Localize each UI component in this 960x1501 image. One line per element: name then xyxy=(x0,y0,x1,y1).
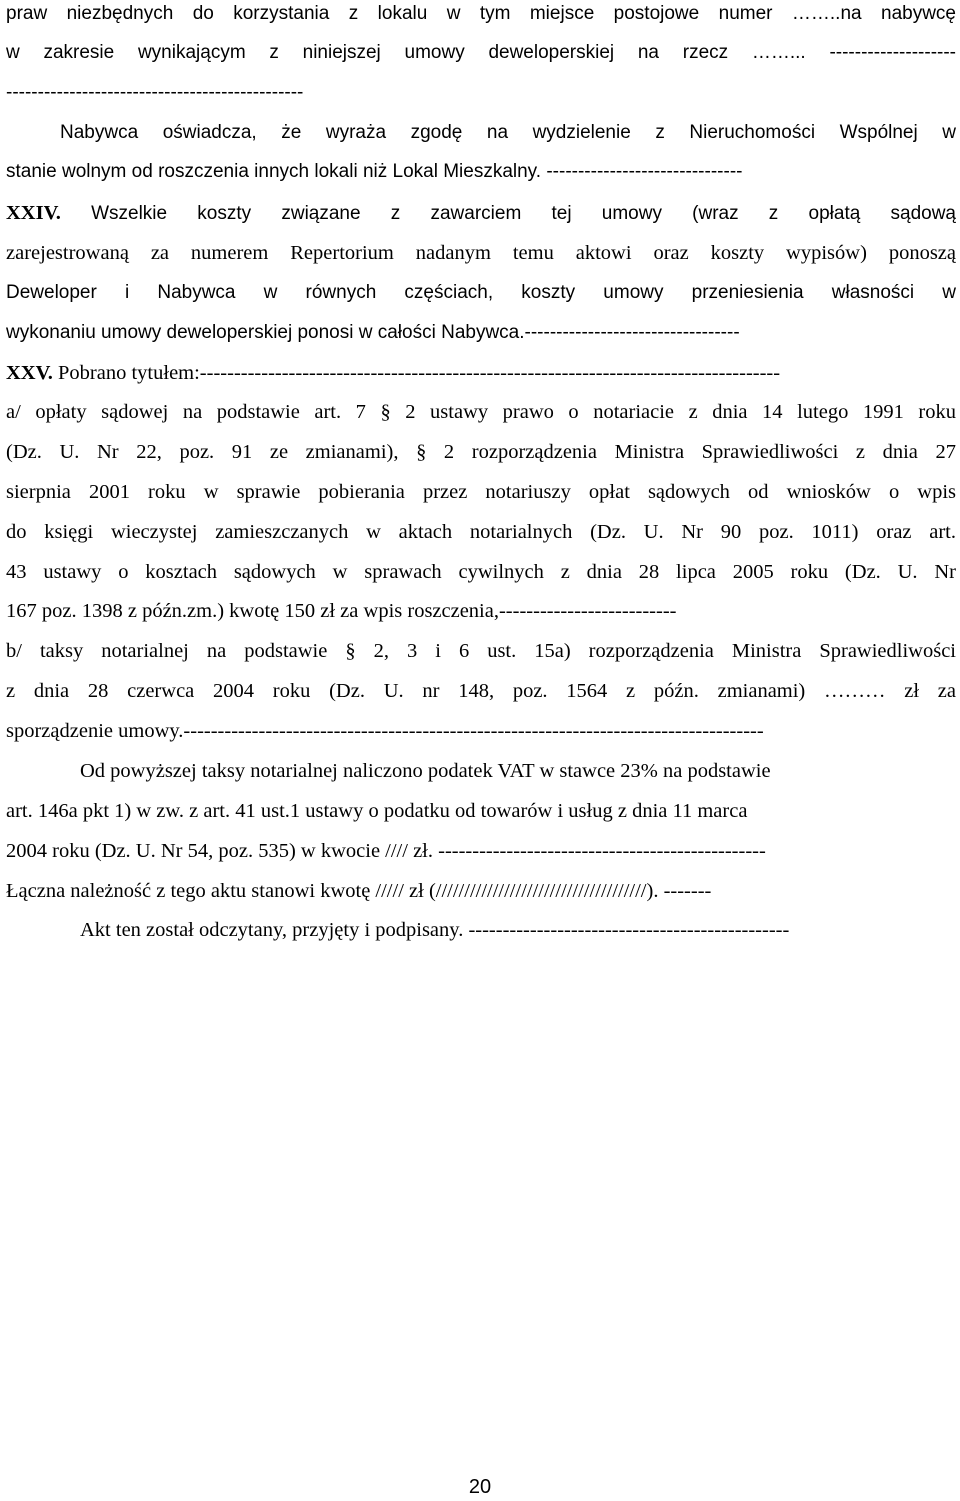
text-line: w zakresie wynikającym z niniejszej umowy deweloperskiej na rzecz ……... -------------------- xyxy=(6,42,956,63)
text-line: (Dz. U. Nr 22, poz. 91 ze zmianami), § 2 rozporządzenia Ministra Sprawiedliwości z dnia 27 xyxy=(6,441,956,463)
text-line: Od powyższej taksy notarialnej naliczono podatek VAT w stawce 23% na podstawie xyxy=(80,760,771,782)
text-line: b/ taksy notarialnej na podstawie § 2, 3 i 6 ust. 15a) rozporządzenia Ministra Sprawiedliwości xyxy=(6,640,956,662)
text-line: a/ opłaty sądowej na podstawie art. 7 § 2 ustawy prawo o notariacie z dnia 14 lutego 1991 roku xyxy=(6,401,956,423)
text-line: zarejestrowaną za numerem Repertorium nadanym temu aktowi oraz koszty wypisów) ponoszą xyxy=(6,242,956,264)
text-line: 2004 roku (Dz. U. Nr 54, poz. 535) w kwocie //// zł. ------------------------------------------------ xyxy=(6,840,766,862)
closing-line: Akt ten został odczytany, przyjęty i podpisany. ----------------------------------------------- xyxy=(80,919,790,941)
text-line: sporządzenie umowy.------------------------------------------------------------------------------------- xyxy=(6,720,764,742)
section-heading: XXV. xyxy=(6,362,53,384)
page-number: 20 xyxy=(468,1476,492,1498)
dash-line: ----------------------------------------------- xyxy=(6,82,304,103)
text-line: do księgi wieczystej zamieszczanych w aktach notarialnych (Dz. U. Nr 90 poz. 1011) oraz art. xyxy=(6,521,956,543)
text-line: Deweloper i Nabywca w równych częściach, koszty umowy przeniesienia własności w xyxy=(6,282,956,303)
section-xxv-first-line xyxy=(6,360,956,388)
text-line: 43 ustawy o kosztach sądowych w sprawach cywilnych z dnia 28 lipca 2005 roku (Dz. U. Nr xyxy=(6,561,956,583)
text-line: sierpnia 2001 roku w sprawie pobierania przez notariuszy opłat sądowych od wniosków o wpis xyxy=(6,481,956,503)
text-line: Nabywca oświadcza, że wyraża zgodę na wydzielenie z Nieruchomości Wspólnej w xyxy=(60,122,956,143)
text-span: Pobrano tytułem:------------------------------------------------------------------------------------- xyxy=(52,362,781,384)
text-line: wykonaniu umowy deweloperskiej ponosi w całości Nabywca.---------------------------------- xyxy=(6,322,740,343)
text-line: stanie wolnym od roszczenia innych lokali niż Lokal Mieszkalny. ------------------------------- xyxy=(6,161,743,182)
section-xxiv-first-line xyxy=(6,200,956,228)
total-line: Łączna należność z tego aktu stanowi kwotę ///// zł (/////////////////////////////////////). ------- xyxy=(6,880,712,902)
section-heading: XXIV. xyxy=(6,202,61,224)
text-line: praw niezbędnych do korzystania z lokalu w tym miejsce postojowe numer ……..na nabywcę xyxy=(6,3,956,24)
text-line: 167 poz. 1398 z późn.zm.) kwotę 150 zł za wpis roszczenia,-------------------------- xyxy=(6,600,677,622)
text-line: art. 146a pkt 1) w zw. z art. 41 ust.1 ustawy o podatku od towarów i usług z dnia 11 marca xyxy=(6,800,748,822)
text-line: z dnia 28 czerwca 2004 roku (Dz. U. nr 148, poz. 1564 z późn. zmianami) ……… zł za xyxy=(6,680,956,702)
text-span: Wszelkie koszty związane z zawarciem tej umowy (wraz z opłatą sądową xyxy=(60,203,956,224)
